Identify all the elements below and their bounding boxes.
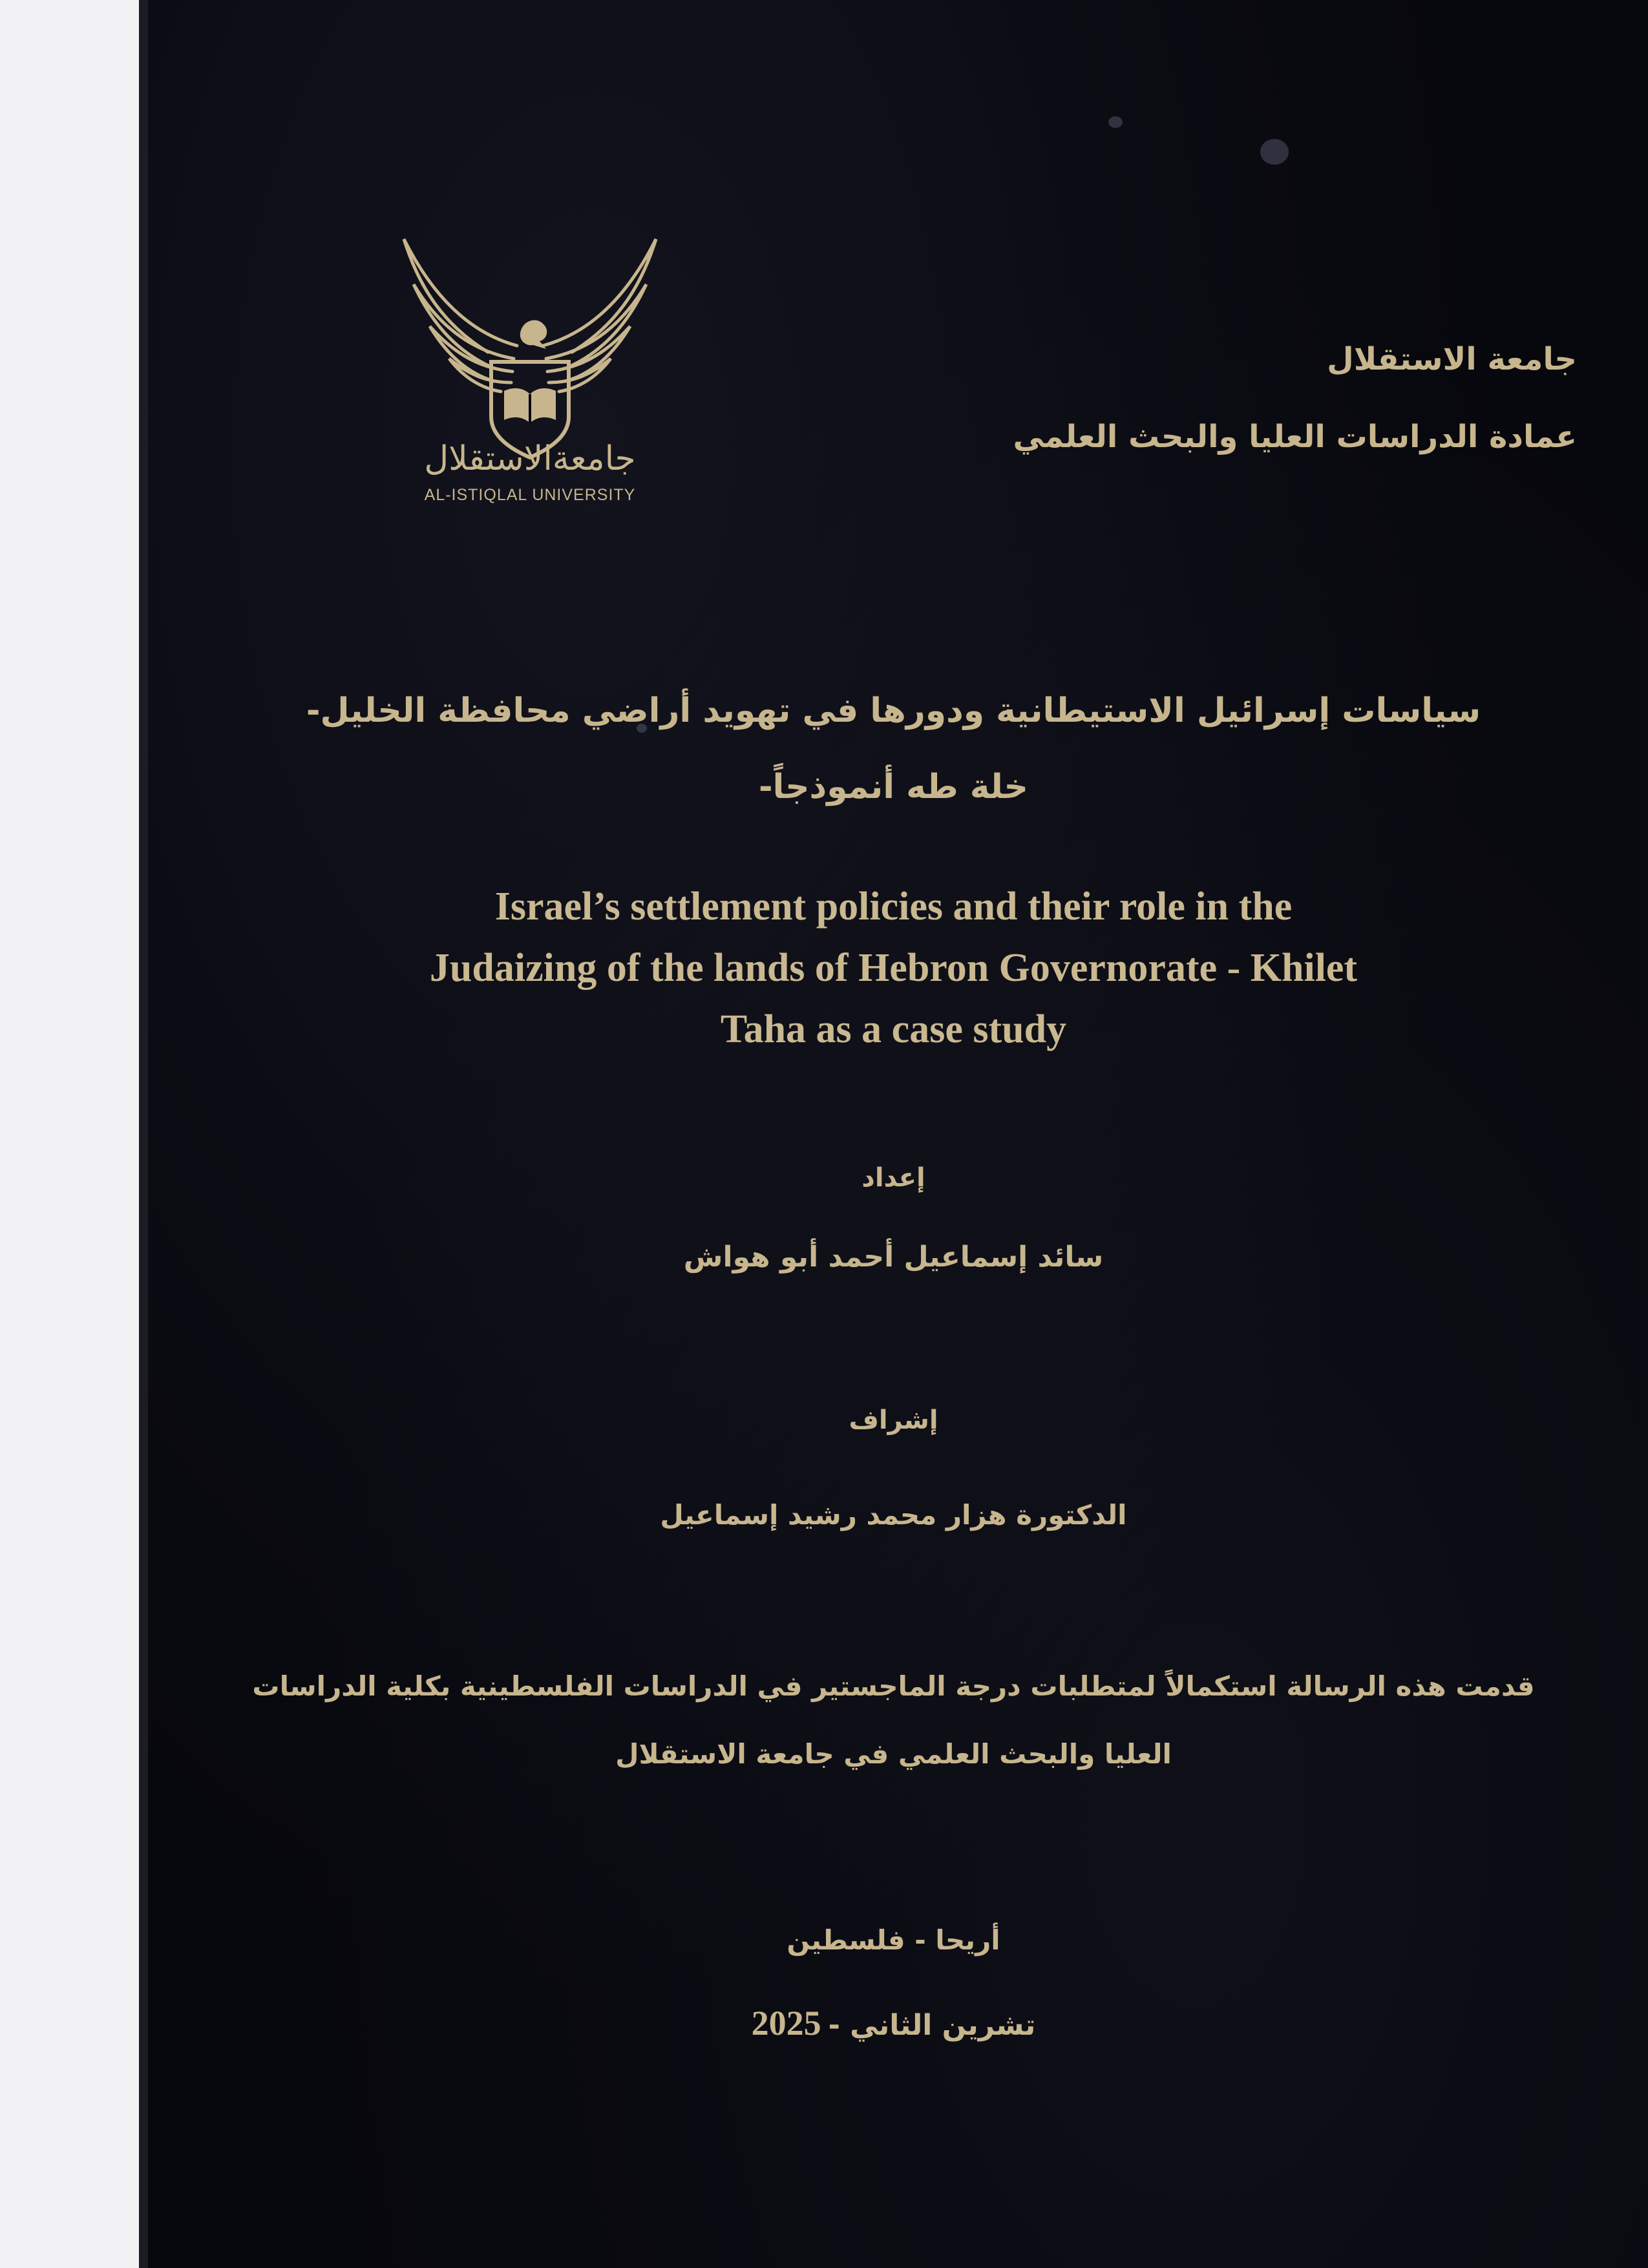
submission-line2: العليا والبحث العلمي في جامعة الاستقلال: [615, 1738, 1172, 1770]
cover-scuff: [1260, 139, 1289, 165]
thesis-cover: [139, 0, 1648, 2268]
date-year: 2025: [751, 2004, 821, 2042]
place: أريحا - فلسطين: [787, 1924, 1000, 1956]
date-month: تشرين الثاني -: [828, 2009, 1036, 2042]
arabic-title-line2: خلة طه أنموذجاً-: [758, 768, 1029, 806]
supervisor-name: الدكتورة هزار محمد رشيد إسماعيل: [660, 1499, 1127, 1531]
arabic-title-line1: سياسات إسرائيل الاستيطانية ودورها في تهويد أراضي محافظة الخليل-: [306, 691, 1481, 730]
author-label: إعداد: [861, 1163, 925, 1193]
deanship-name: عمادة الدراسات العليا والبحث العلمي: [1013, 419, 1577, 455]
cover-scuff: [1108, 116, 1123, 128]
university-name: جامعة الاستقلال: [1327, 341, 1577, 377]
english-title-line1: Israel’s settlement policies and their role in the: [494, 885, 1293, 929]
date-line: [139, 2003, 1648, 2043]
submission-line1: قدمت هذه الرسالة استكمالاً لمتطلبات درجة الماجستير في الدراسات الفلسطينية بكلية الدراسات: [252, 1670, 1535, 1702]
supervisor-label: إشراف: [849, 1405, 938, 1435]
logo-arabic-name: جامعةالاستقلال: [424, 439, 636, 478]
logo-english-name: AL-ISTIQLAL UNIVERSITY: [424, 486, 636, 504]
english-title-line3: Taha as a case study: [720, 1007, 1067, 1051]
english-title-line2: Judaizing of the lands of Hebron Governorate - Khilet: [429, 946, 1358, 990]
author-name: سائد إسماعيل أحمد أبو هواش: [683, 1241, 1104, 1274]
